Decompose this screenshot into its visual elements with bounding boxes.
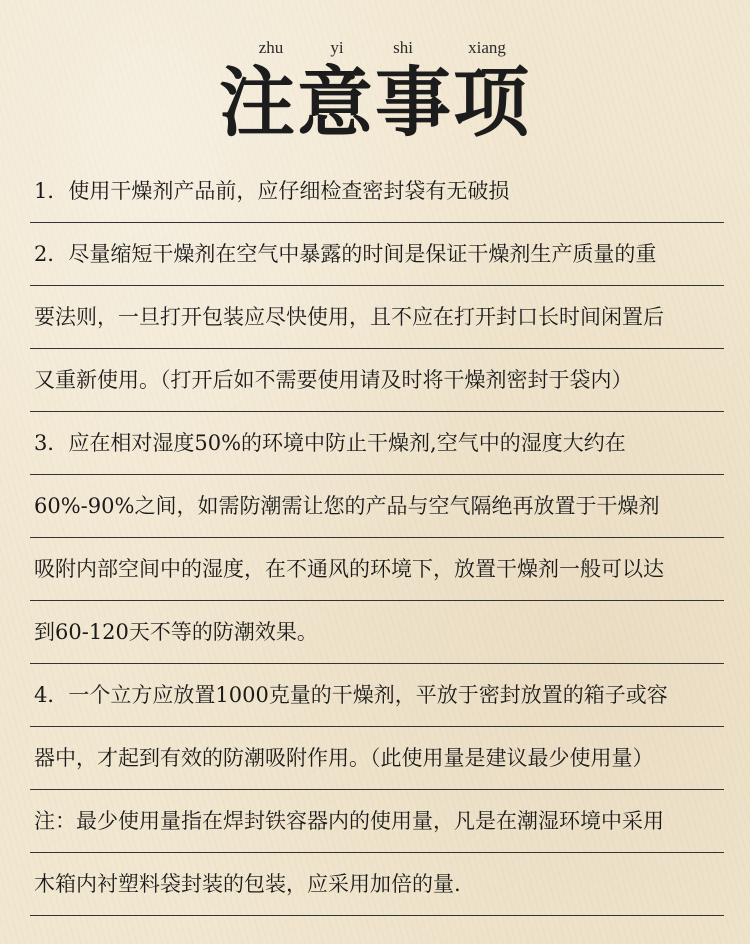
page-title: 注意事项 bbox=[219, 58, 531, 147]
note-line: 4．一个立方应放置1000克量的干燥剂，平放于密封放置的箱子或容 bbox=[30, 664, 724, 727]
note-line: 2．尽量缩短干燥剂在空气中暴露的时间是保证干燥剂生产质量的重 bbox=[30, 223, 724, 286]
note-line: 60%-90%之间，如需防潮需让您的产品与空气隔绝再放置于干燥剂 bbox=[30, 475, 724, 538]
pinyin-zhu: zhu bbox=[258, 38, 284, 57]
note-line: 3．应在相对湿度50%的环境中防止干燥剂,空气中的湿度大约在 bbox=[30, 412, 724, 475]
note-line: 吸附内部空间中的湿度，在不通风的环境下，放置干燥剂一般可以达 bbox=[30, 538, 724, 601]
pinyin-xiang: xiang bbox=[468, 38, 506, 57]
pinyin-shi: shi bbox=[393, 38, 413, 57]
notes-list bbox=[30, 160, 724, 916]
note-line: 又重新使用。（打开后如不需要使用请及时将干燥剂密封于袋内） bbox=[30, 349, 724, 412]
note-line: 要法则，一旦打开包装应尽快使用，且不应在打开封口长时间闲置后 bbox=[30, 286, 724, 349]
note-line: 木箱内衬塑料袋封装的包装，应采用加倍的量. bbox=[30, 853, 724, 916]
note-line: 注：最少使用量指在焊封铁容器内的使用量，凡是在潮湿环境中采用 bbox=[30, 790, 724, 853]
note-line: 到60-120天不等的防潮效果。 bbox=[30, 601, 724, 664]
note-line: 1．使用干燥剂产品前，应仔细检查密封袋有无破损 bbox=[30, 160, 724, 223]
pinyin-yi: yi bbox=[330, 38, 344, 57]
note-line: 器中，才起到有效的防潮吸附作用。（此使用量是建议最少使用量） bbox=[30, 727, 724, 790]
